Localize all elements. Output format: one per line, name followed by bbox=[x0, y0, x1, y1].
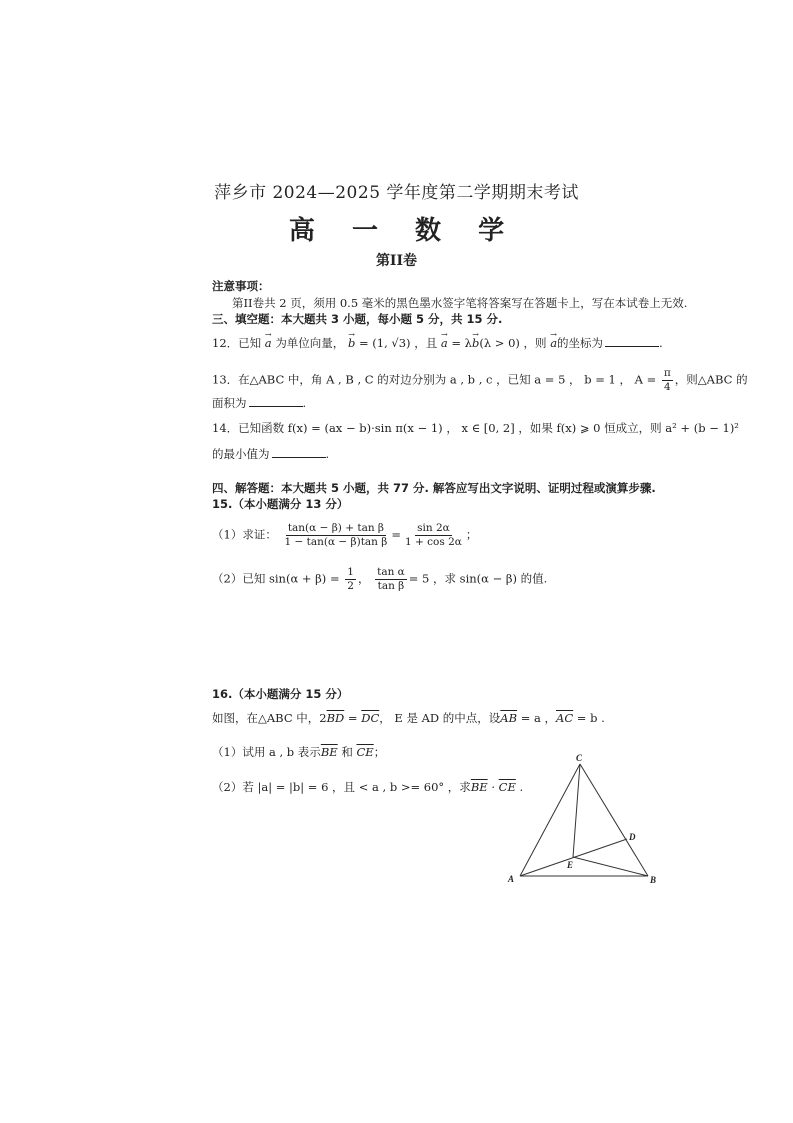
fraction-one-half bbox=[345, 566, 356, 593]
vector-a: → a bbox=[265, 336, 272, 351]
q16-part2-dot: · bbox=[487, 780, 499, 794]
vector-b: → b bbox=[472, 336, 479, 351]
label-e: E bbox=[567, 860, 574, 870]
question-13 bbox=[212, 367, 748, 394]
question-13-line-2: 面积为 . bbox=[212, 396, 307, 410]
q16-intro bbox=[212, 711, 605, 726]
volume-title: 第II卷 bbox=[375, 253, 418, 269]
q13-number: 13． bbox=[212, 372, 239, 387]
fraction-lhs bbox=[282, 522, 389, 549]
q12-number: 12． bbox=[212, 336, 239, 350]
q16-part2-a: （2）若 |a| = |b| = 6 ，且 < a , b >= 60° ，求 bbox=[212, 780, 471, 794]
frac-den: 1 − tan(α − β)tan β bbox=[284, 536, 388, 548]
q14-number: 14． bbox=[212, 421, 239, 435]
label-c: C bbox=[576, 753, 583, 763]
q15-heading: 15.（本小题满分 13 分） bbox=[212, 497, 349, 511]
frac-den: 2 bbox=[347, 580, 354, 592]
q13-line-1: 在△ABC 中，角 A , B , C 的对边分别为 a , b , c ，已知 a = 5 ， b = 1 ， A = bbox=[238, 372, 657, 387]
segment-be bbox=[573, 857, 648, 876]
vector-ce: $\overline{CE}$ bbox=[498, 780, 516, 794]
frac-num: 1 bbox=[347, 566, 354, 578]
vector-ac: $\overline{AC}$ bbox=[556, 711, 574, 725]
q15-part2-end: = 5 ，求 sin(α − β) 的值. bbox=[408, 571, 548, 586]
segment-bc bbox=[580, 764, 648, 876]
q16-part-1 bbox=[212, 745, 385, 760]
q16-part2-end: . bbox=[515, 780, 524, 794]
frac-num: tan α bbox=[377, 566, 405, 578]
q16-intro-a: 如图，在△ABC 中，2 bbox=[212, 711, 327, 725]
q15-part2-label: （2）已知 sin(α + β) = bbox=[212, 571, 340, 586]
label-d: D bbox=[629, 832, 636, 842]
q15-part1-end: ； bbox=[465, 527, 478, 542]
q16-heading: 16.（本小题满分 15 分） bbox=[212, 687, 349, 701]
frac-num: sin 2α bbox=[417, 522, 450, 534]
q14-line-1: 已知函数 f(x) = (ax − b)·sin π(x − 1) ， x ∈ [0, 2] ，如果 f(x) ⩾ 0 恒成立，则 a² + (b − 1)² bbox=[238, 421, 739, 435]
q16-intro-eq: = bbox=[344, 711, 362, 725]
q12-text-4: (λ > 0) ，则 bbox=[479, 336, 547, 350]
q15-part1-label: （1）求证： bbox=[212, 527, 277, 542]
vector-ab: $\overline{AB}$ bbox=[500, 711, 518, 725]
q12-text-3: = (1, √3) ，且 bbox=[359, 336, 438, 350]
section-4-heading: 四、解答题：本大题共 5 小题，共 77 分. 解答应写出文字说明、证明过程或演算步骤. bbox=[212, 481, 656, 495]
frac-num: π bbox=[663, 367, 671, 379]
q16-part1-a: （1）试用 a , b 表示 bbox=[212, 745, 321, 759]
segment-ce bbox=[573, 764, 580, 857]
vector-be: $\overline{BE}$ bbox=[320, 745, 338, 759]
subject-title: 高 一 数 学 bbox=[288, 216, 519, 246]
question-12: 12．已知 → a 为单位向量， → b = (1, √3) ，且 → a = λ→ b(λ > 0) ，则 → a的坐标为 . bbox=[212, 336, 663, 351]
fraction-rhs bbox=[403, 522, 464, 549]
frac-num: tan(α − β) + tan β bbox=[287, 522, 385, 534]
q12-text-5: 的坐标为 bbox=[557, 336, 604, 350]
frac-den: 1 + cos 2α bbox=[405, 536, 462, 548]
q12-text-1: 已知 bbox=[238, 336, 262, 350]
notice-heading: 注意事项： bbox=[212, 279, 270, 293]
question-14 bbox=[212, 421, 739, 436]
q16-intro-c: = a ， bbox=[517, 711, 557, 725]
label-b: B bbox=[650, 875, 657, 885]
q15-part-1: （1）求证： $\frac{\text{tan(α − β) + tan β}}{\text{1 − tan(α − β)tan β}}$ = $\frac{\sin 2\alpha}{1 + \cos 2\alpha}$ ； bbox=[212, 522, 478, 548]
frac-den: 4 bbox=[664, 381, 671, 393]
triangle-figure bbox=[500, 752, 670, 892]
q16-part1-and: 和 bbox=[337, 745, 357, 759]
vector-a: → a bbox=[441, 336, 448, 351]
q15-part-2 bbox=[212, 566, 547, 593]
q13-line-1-end: ，则△ABC 的 bbox=[674, 372, 748, 387]
vector-b: → b bbox=[348, 336, 355, 351]
answer-blank-13 bbox=[249, 396, 303, 407]
q16-part-2 bbox=[212, 780, 523, 795]
frac-den: tan β bbox=[377, 580, 405, 592]
answer-blank-12 bbox=[605, 336, 659, 347]
vector-a: → a bbox=[550, 336, 557, 351]
q15-part2-sep: ， bbox=[357, 571, 370, 586]
q16-intro-d: = b . bbox=[573, 711, 605, 725]
fraction-pi-over-4 bbox=[662, 367, 673, 394]
vector-ce: $\overline{CE}$ bbox=[356, 745, 374, 759]
fraction-tan-ratio bbox=[375, 566, 407, 593]
notice-text: 第II卷共 2 页，须用 0.5 毫米的黑色墨水签字笔将答案写在答题卡上，写在本试卷上无效. bbox=[232, 296, 688, 310]
vector-dc: $\overline{DC}$ bbox=[361, 711, 380, 725]
vector-be: $\overline{BE}$ bbox=[470, 780, 488, 794]
q16-part1-end: ； bbox=[373, 745, 386, 759]
vector-bd: $\overline{BD}$ bbox=[326, 711, 345, 725]
q16-intro-b: ， E 是 AD 的中点，设 bbox=[379, 711, 501, 725]
q13-line-2: 面积为 bbox=[212, 396, 247, 410]
section-3-heading: 三、填空题：本大题共 3 小题，每小题 5 分，共 15 分. bbox=[212, 312, 503, 326]
exam-title: 萍乡市 2024—2025 学年度第二学期期末考试 bbox=[214, 183, 579, 203]
label-a: A bbox=[508, 874, 515, 884]
question-14-line-2: 的最小值为 . bbox=[212, 447, 330, 461]
answer-blank-14 bbox=[272, 447, 326, 458]
q14-line-2: 的最小值为 bbox=[212, 447, 270, 461]
q12-text-2: 为单位向量， bbox=[275, 336, 345, 350]
